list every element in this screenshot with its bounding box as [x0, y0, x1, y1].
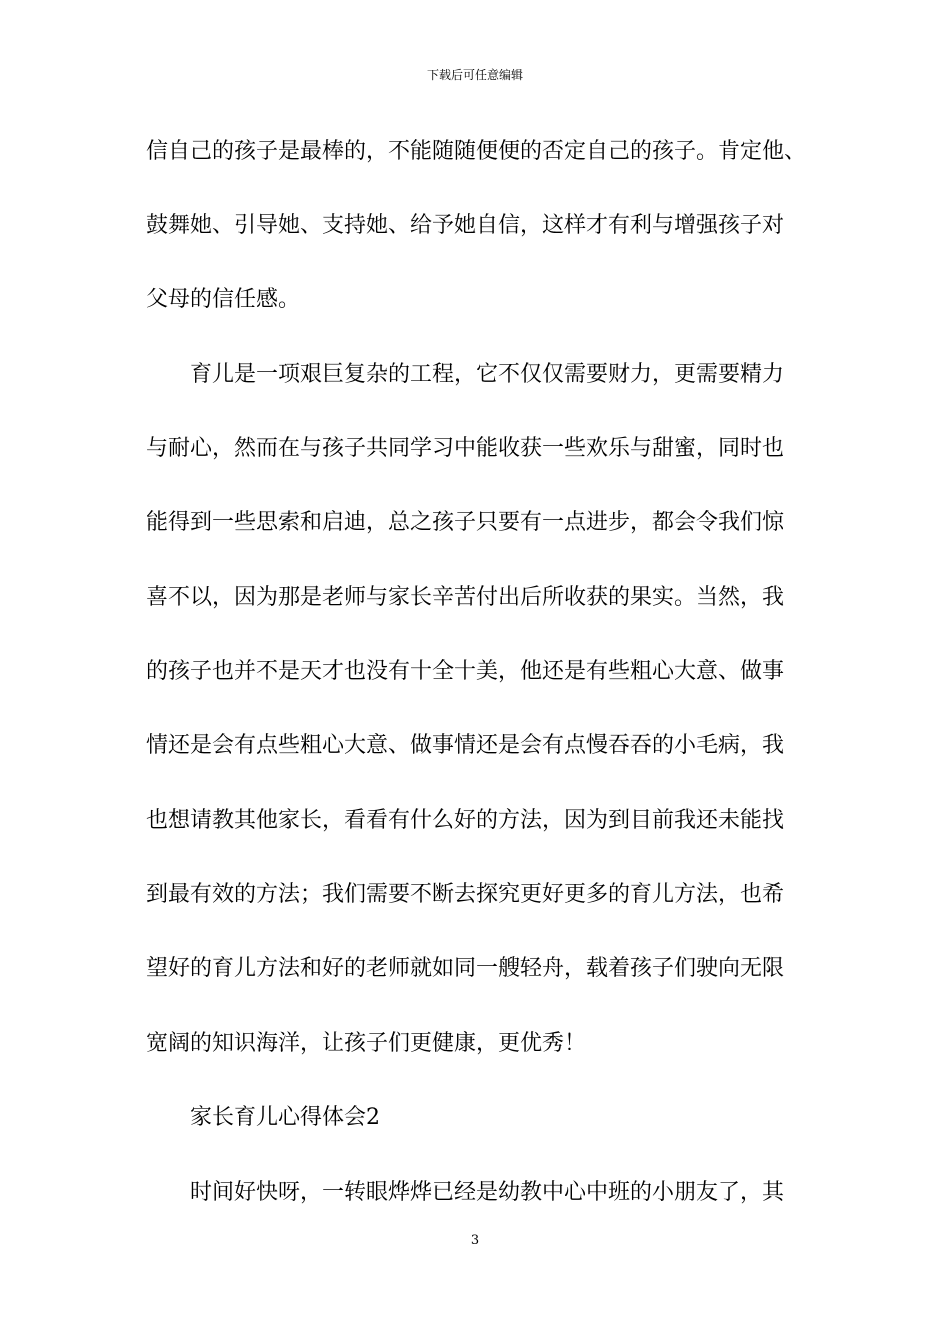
section-heading: 家长育儿心得体会2 — [146, 1105, 380, 1130]
text-line: 到最有效的方法；我们需要不断去探究更好更多的育儿方法，也希 — [146, 882, 785, 907]
text-line: 父母的信任感。 — [146, 287, 301, 312]
text-line: 时间好快呀，一转眼烨烨已经是幼教中心中班的小朋友了，其 — [146, 1180, 785, 1205]
text-line: 喜不以，因为那是老师与家长辛苦付出后所收获的果实。当然，我 — [146, 585, 785, 610]
text-line: 与耐心，然而在与孩子共同学习中能收获一些欢乐与甜蜜，同时也 — [146, 436, 785, 461]
header-note: 下载后可任意编辑 — [426, 68, 523, 82]
text-line: 望好的育儿方法和好的老师就如同一艘轻舟，载着孩子们驶向无限 — [146, 956, 785, 981]
text-line: 育儿是一项艰巨复杂的工程，它不仅仅需要财力，更需要精力 — [146, 362, 785, 387]
text-line: 情还是会有点些粗心大意、做事情还是会有点慢吞吞的小毛病，我 — [146, 733, 785, 758]
text-line: 信自己的孩子是最棒的，不能随随便便的否定自己的孩子。肯定他、 — [146, 139, 807, 164]
text-line: 鼓舞她、引导她、支持她、给予她自信，这样才有利与增强孩子对 — [146, 213, 785, 238]
text-line: 的孩子也并不是天才也没有十全十美，他还是有些粗心大意、做事 — [146, 659, 785, 684]
text-line: 宽阔的知识海洋，让孩子们更健康，更优秀！ — [146, 1031, 587, 1056]
page-number: 3 — [470, 1233, 480, 1248]
text-line: 也想请教其他家长，看看有什么好的方法，因为到目前我还未能找 — [146, 808, 785, 833]
text-line: 能得到一些思索和启迪，总之孩子只要有一点进步，都会令我们惊 — [146, 510, 785, 535]
